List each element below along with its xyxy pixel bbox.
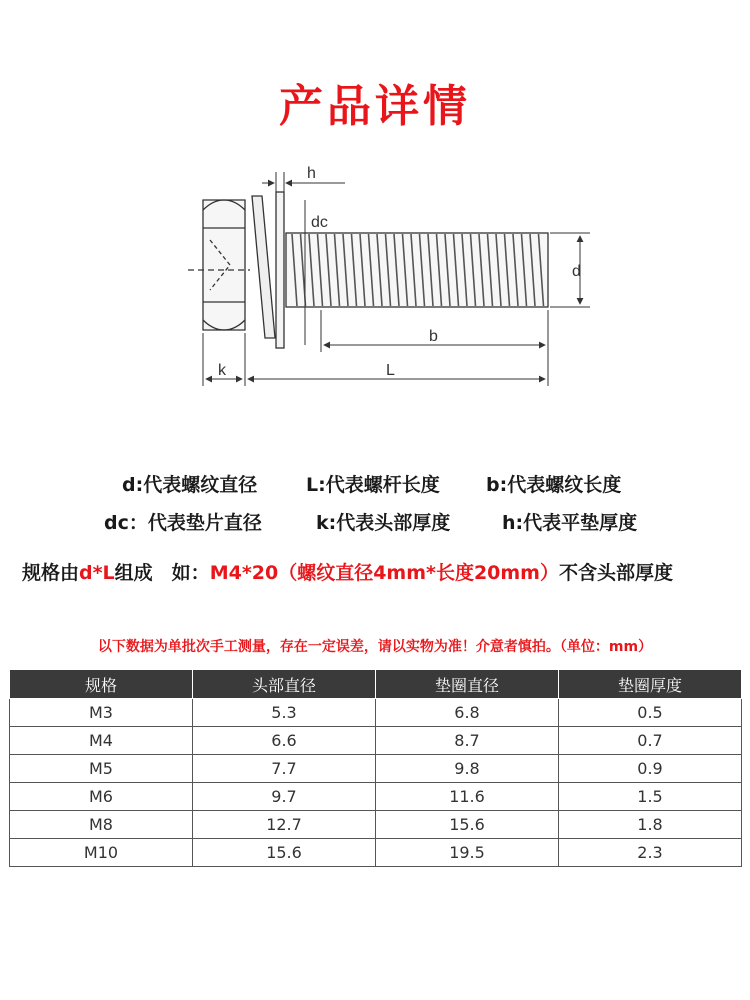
table-row [10,811,742,839]
table-cell: 9.7 [193,783,376,811]
table-cell: 12.7 [193,811,376,839]
table-cell: 6.6 [193,727,376,755]
legend-d: d:代表螺纹直径 [122,474,258,496]
spec-prefix: 规格由 [22,562,80,584]
legend-dc: dc：代表垫片直径 [104,512,262,534]
legend-k: k:代表头部厚度 [316,512,451,534]
label-b: b [429,328,438,345]
spec-explanation [22,558,673,585]
table-cell: 1.8 [559,811,742,839]
label-dc: dc [311,214,328,231]
table-header-row [10,670,742,699]
header-cell: 垫圈直径 [376,670,559,699]
table-cell: 9.8 [376,755,559,783]
header-cell: 垫圈厚度 [559,670,742,699]
spec-table [9,669,742,867]
table-cell: 7.7 [193,755,376,783]
table-cell: 1.5 [559,783,742,811]
table-cell: 6.8 [376,699,559,727]
table-row [10,699,742,727]
spec-middle: 组成 如： [114,562,210,584]
table-cell: 5.3 [193,699,376,727]
table-cell: 15.6 [376,811,559,839]
table-cell: M10 [10,839,193,867]
header-cell: 头部直径 [193,670,376,699]
label-h: h [307,165,316,182]
table-row [10,755,742,783]
spec-highlight: d*L [79,562,115,584]
spec-example: M4*20（螺纹直径4mm*长度20mm） [209,562,559,584]
table-cell: M6 [10,783,193,811]
measurement-note: 以下数据为单批次手工测量，存在一定误差，请以实物为准！介意者慎拍。（单位：mm） [97,639,653,655]
table-cell: 8.7 [376,727,559,755]
table-cell: 0.5 [559,699,742,727]
table-cell: 15.6 [193,839,376,867]
label-k: k [218,362,226,379]
page-title: 产品详情 [279,81,471,132]
table-cell: 11.6 [376,783,559,811]
table-cell: 0.7 [559,727,742,755]
table-cell: 0.9 [559,755,742,783]
table-cell: 2.3 [559,839,742,867]
screw-dimension-diagram [0,150,750,410]
table-cell: M3 [10,699,193,727]
table-row [10,727,742,755]
label-d: d [572,263,581,280]
table-row [10,839,742,867]
label-L: L [386,362,395,379]
table-cell: 19.5 [376,839,559,867]
spec-suffix: 不含头部厚度 [558,562,673,584]
legend-b: b:代表螺纹长度 [486,474,622,496]
legend-L: L:代表螺杆长度 [306,474,440,496]
header-cell: 规格 [10,670,193,699]
table-row [10,783,742,811]
table-cell: M4 [10,727,193,755]
table-cell: M5 [10,755,193,783]
table-cell: M8 [10,811,193,839]
legend-h: h:代表平垫厚度 [502,512,638,534]
